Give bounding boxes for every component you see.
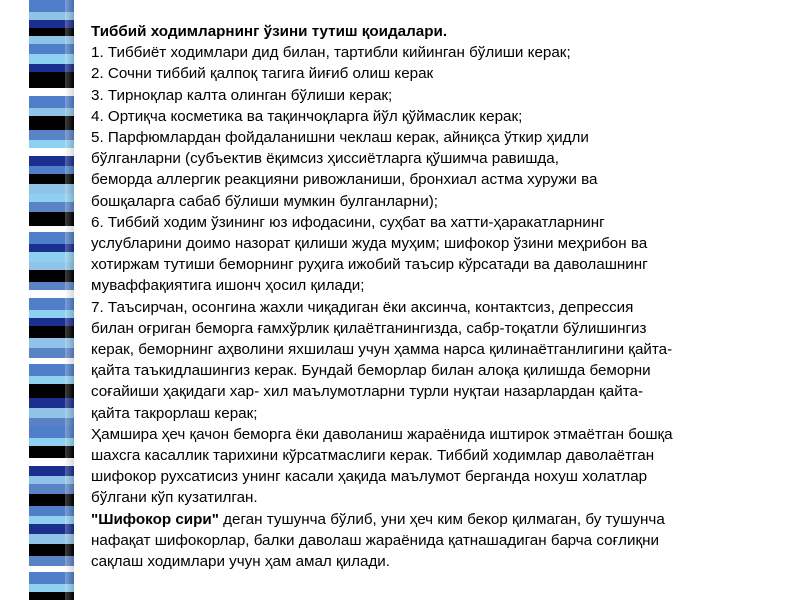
text-line: беморда аллергик реакцияни ривожланиши, бронхиал астма хуружи ва bbox=[91, 171, 598, 189]
text-line: бўлганларни (субъектив ёқимсиз ҳиссиётларга қўшимча равишда, bbox=[91, 150, 559, 168]
text-line: бўлгани кўп кузатилган. bbox=[91, 489, 258, 507]
text-line: 2. Сочни тиббий қалпоқ тагига йиғиб олиш керак bbox=[91, 65, 434, 83]
text-line: билан оғриган беморга ғамхўрлик қилаётганингизда, сабр-тоқатли бўлишингиз bbox=[91, 319, 647, 337]
final-bold-term: "Шифокор сири" bbox=[91, 510, 219, 528]
final-paragraph-line: сақлаш ходимлари учун ҳам амал қилади. bbox=[91, 553, 391, 571]
document-title: Тиббий ходимларнинг ўзини тутиш қоидалари. bbox=[91, 23, 448, 40]
decorative-stripe-area bbox=[0, 0, 74, 600]
text-line: соғайиши ҳақидаги хар- хил маълумотларни турли нуқтаи назарлардан қайта- bbox=[91, 383, 643, 401]
text-line: керак, беморнинг аҳволини яхшилаш учун ҳамма нарса қилинаётганлигини қайта- bbox=[91, 341, 673, 359]
decorative-striped-bar bbox=[29, 0, 74, 600]
stripe-shade bbox=[65, 0, 74, 600]
text-line: бошқаларга сабаб бўлиши мумкин булганларни); bbox=[91, 192, 438, 210]
text-line: 3. Тирноқлар калта олинган бўлиши керак; bbox=[91, 86, 393, 104]
final-paragraph-line: нафақат шифокорлар, балки даволаш жараёнида қатнашадиган барча соғлиқни bbox=[91, 531, 659, 549]
text-line: 1. Тиббиёт ходимлари дид билан, тартибли кийинган бўлиши керак; bbox=[91, 44, 571, 62]
text-line: 6. Тиббий ходим ўзининг юз ифодасини, суҳбат ва хатти-ҳаракатларнинг bbox=[91, 213, 605, 231]
text-line: шахсга касаллик тарихини кўрсатмаслиги керак. Тиббий ходимлар даволаётган bbox=[91, 447, 655, 465]
text-line: услубларини доимо назорат қилиши жуда муҳим; шифокор ўзини меҳрибон ва bbox=[91, 235, 648, 253]
text-line: 4. Ортиқча косметика ва тақинчоқларга йўл қўймаслик керак; bbox=[91, 107, 523, 125]
rules-list bbox=[91, 42, 781, 508]
text-line: шифокор рухсатисиз унинг касали ҳақида маълумот берганда нохуш холатлар bbox=[91, 468, 648, 486]
document-body bbox=[91, 21, 781, 572]
text-line: 7. Таъсирчан, осонгина жахли чиқадиган ёки аксинча, контактсиз, депрессия bbox=[91, 298, 634, 316]
text-line: муваффақиятига ишонч ҳосил қилади; bbox=[91, 277, 365, 295]
final-paragraph-first-line bbox=[91, 509, 781, 530]
text-line: қайта такрорлаш керак; bbox=[91, 404, 258, 422]
text-line: Ҳамшира ҳеч қачон беморга ёки даволаниш жараёнида иштирок этмаётган бошқа bbox=[91, 425, 673, 443]
text-line: хотиржам тутиши беморнинг руҳига ижобий таъсир кўрсатади ва даволашнинг bbox=[91, 256, 648, 274]
final-first-line-rest: деган тушунча бўлиб, уни ҳеч ким бекор қилмаган, бу тушунча bbox=[218, 510, 665, 528]
text-line: 5. Парфюмлардан фойдаланишни чеклаш керак, айниқса ўткир ҳидли bbox=[91, 129, 589, 147]
text-line: қайта таъкидлашингиз керак. Бундай беморлар билан алоқа қилишда беморни bbox=[91, 362, 651, 380]
